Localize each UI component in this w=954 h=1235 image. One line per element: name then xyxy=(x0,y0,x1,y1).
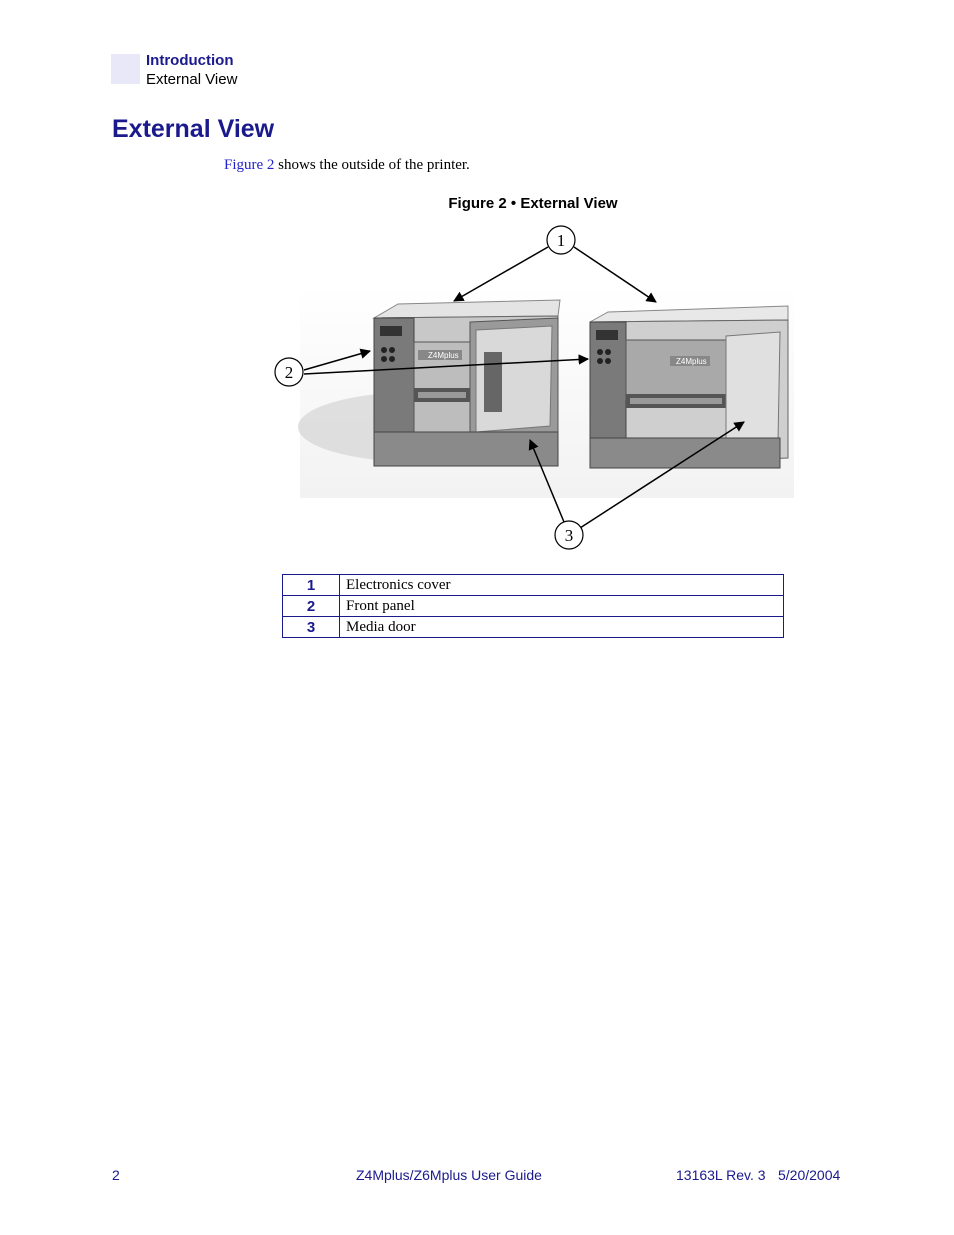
left-printer-logo: Z4Mplus xyxy=(428,351,459,360)
header-marker xyxy=(111,54,140,84)
left-printer xyxy=(374,300,560,466)
legend-label: Electronics cover xyxy=(340,575,784,596)
figure-link[interactable]: Figure 2 xyxy=(224,157,275,173)
legend-number: 3 xyxy=(283,617,340,638)
table-row xyxy=(283,617,784,638)
intro-paragraph xyxy=(224,157,470,174)
intro-text: shows the outside of the printer. xyxy=(274,157,470,173)
callout-3-label: 3 xyxy=(564,526,574,545)
table-row xyxy=(283,575,784,596)
guide-title: Z4Mplus/Z6Mplus User Guide xyxy=(356,1167,542,1183)
callout-1-label: 1 xyxy=(556,231,566,250)
legend-number: 1 xyxy=(283,575,340,596)
header-section: Introduction xyxy=(146,52,234,69)
legend-label: Media door xyxy=(340,617,784,638)
legend-table xyxy=(282,574,784,638)
right-printer xyxy=(590,306,788,468)
header-subsection: External View xyxy=(146,71,238,88)
page-title: External View xyxy=(112,115,275,143)
legend-number: 2 xyxy=(283,596,340,617)
doc-revision: 13163L Rev. 3 xyxy=(676,1167,766,1183)
figure-caption: Figure 2 • External View xyxy=(448,195,618,212)
doc-date: 5/20/2004 xyxy=(778,1167,841,1183)
legend-label: Front panel xyxy=(340,596,784,617)
table-row xyxy=(283,596,784,617)
printer-figure xyxy=(268,222,798,552)
right-printer-logo: Z4Mplus xyxy=(676,357,707,366)
callout-2-label: 2 xyxy=(284,363,294,382)
page-number: 2 xyxy=(112,1167,120,1183)
